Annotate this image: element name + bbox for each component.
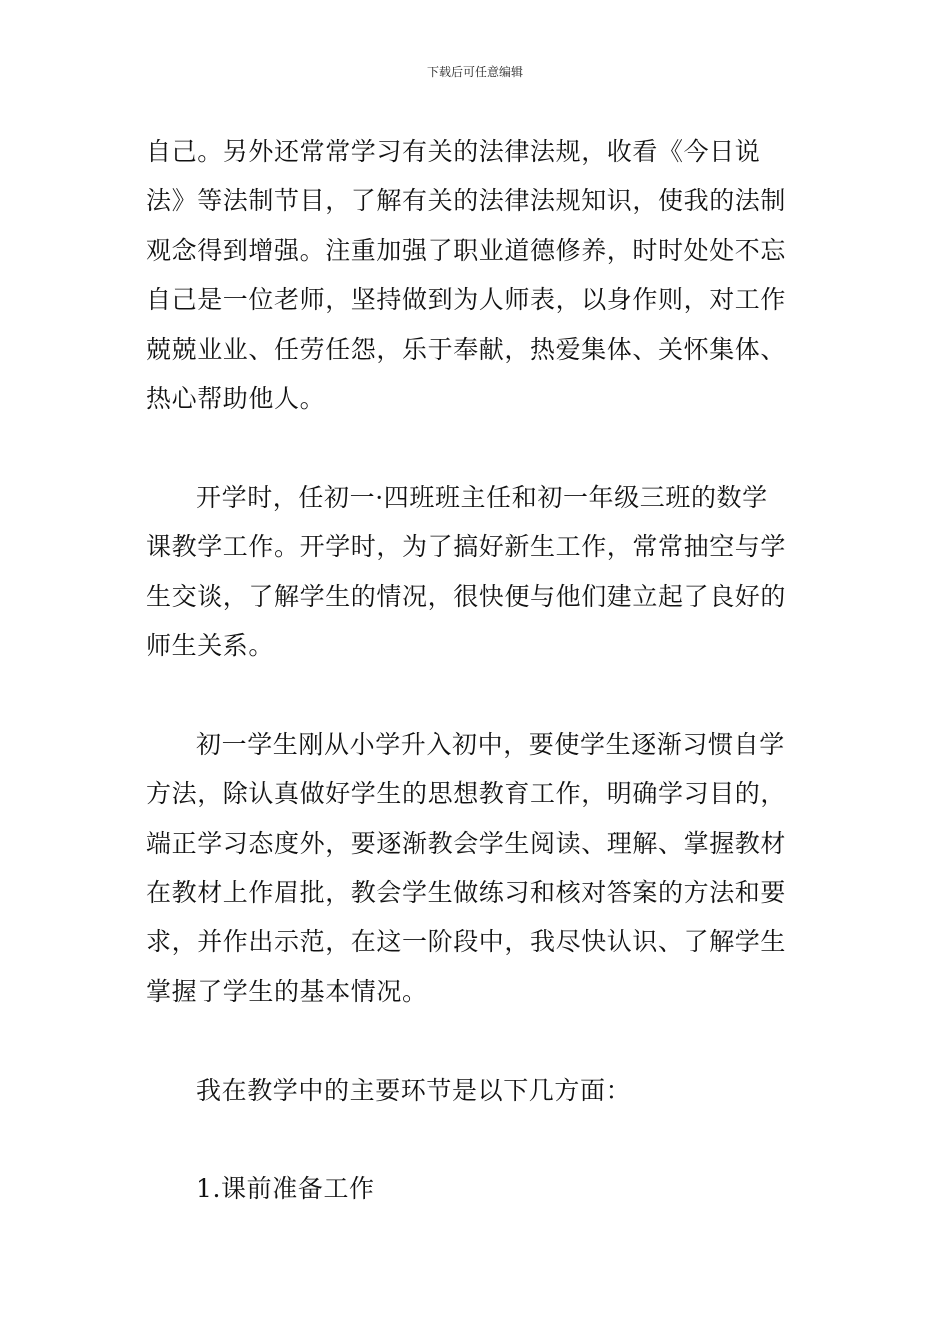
paragraph-line: 我在教学中的主要环节是以下几方面：: [196, 1075, 632, 1105]
paragraph-line: 课教学工作。开学时，为了搞好新生工作，常常抽空与学: [146, 532, 787, 562]
paragraph-3: [146, 720, 814, 1016]
document-body: [146, 127, 814, 1214]
paragraph-line: 热心帮助他人。: [146, 384, 326, 414]
page-header: [0, 64, 950, 80]
paragraph-line: 初一学生刚从小学升入初中，要使学生逐渐习惯自学: [196, 729, 785, 759]
paragraph-line: 师生关系。: [146, 631, 275, 661]
paragraph-line: 观念得到增强。注重加强了职业道德修养，时时处处不忘: [146, 235, 787, 265]
paragraph-line: 自己。另外还常常学习有关的法律法规，收看《今日说: [146, 137, 761, 166]
paragraph-line: 在教材上作眉批，教会学生做练习和核对答案的方法和要: [146, 878, 787, 908]
paragraph-1: [146, 127, 814, 423]
paragraph-line: 生交谈，了解学生的情况，很快便与他们建立起了良好的: [146, 581, 787, 611]
paragraph-gap: [146, 423, 814, 472]
paragraph-line: 兢兢业业、任劳任怨，乐于奉献，热爱集体、关怀集体、: [146, 334, 787, 364]
paragraph-line: 自己是一位老师，坚持做到为人师表，以身作则，对工作: [146, 285, 787, 315]
paragraph-line: 求，并作出示范，在这一阶段中，我尽快认识、了解学生: [146, 927, 787, 957]
paragraph-gap: [146, 670, 814, 719]
paragraph-5: [146, 1164, 814, 1213]
paragraph-gap: [146, 1115, 814, 1164]
paragraph-line: 法》等法制节目，了解有关的法律法规知识，使我的法制: [146, 186, 787, 216]
paragraph-line: 开学时，任初一·四班班主任和初一年级三班的数学: [196, 482, 768, 512]
paragraph-line: 方法，除认真做好学生的思想教育工作，明确学习目的，: [146, 779, 787, 809]
paragraph-line: 端正学习态度外，要逐渐教会学生阅读、理解、掌握教材: [146, 828, 787, 858]
paragraph-gap: [146, 1016, 814, 1065]
paragraph-4: [146, 1066, 814, 1115]
paragraph-2: [146, 473, 814, 671]
paragraph-line: 掌握了学生的基本情况。: [146, 976, 428, 1006]
header-text: 下载后可任意编辑: [426, 65, 523, 79]
section-heading: 1.课前准备工作: [196, 1174, 375, 1204]
